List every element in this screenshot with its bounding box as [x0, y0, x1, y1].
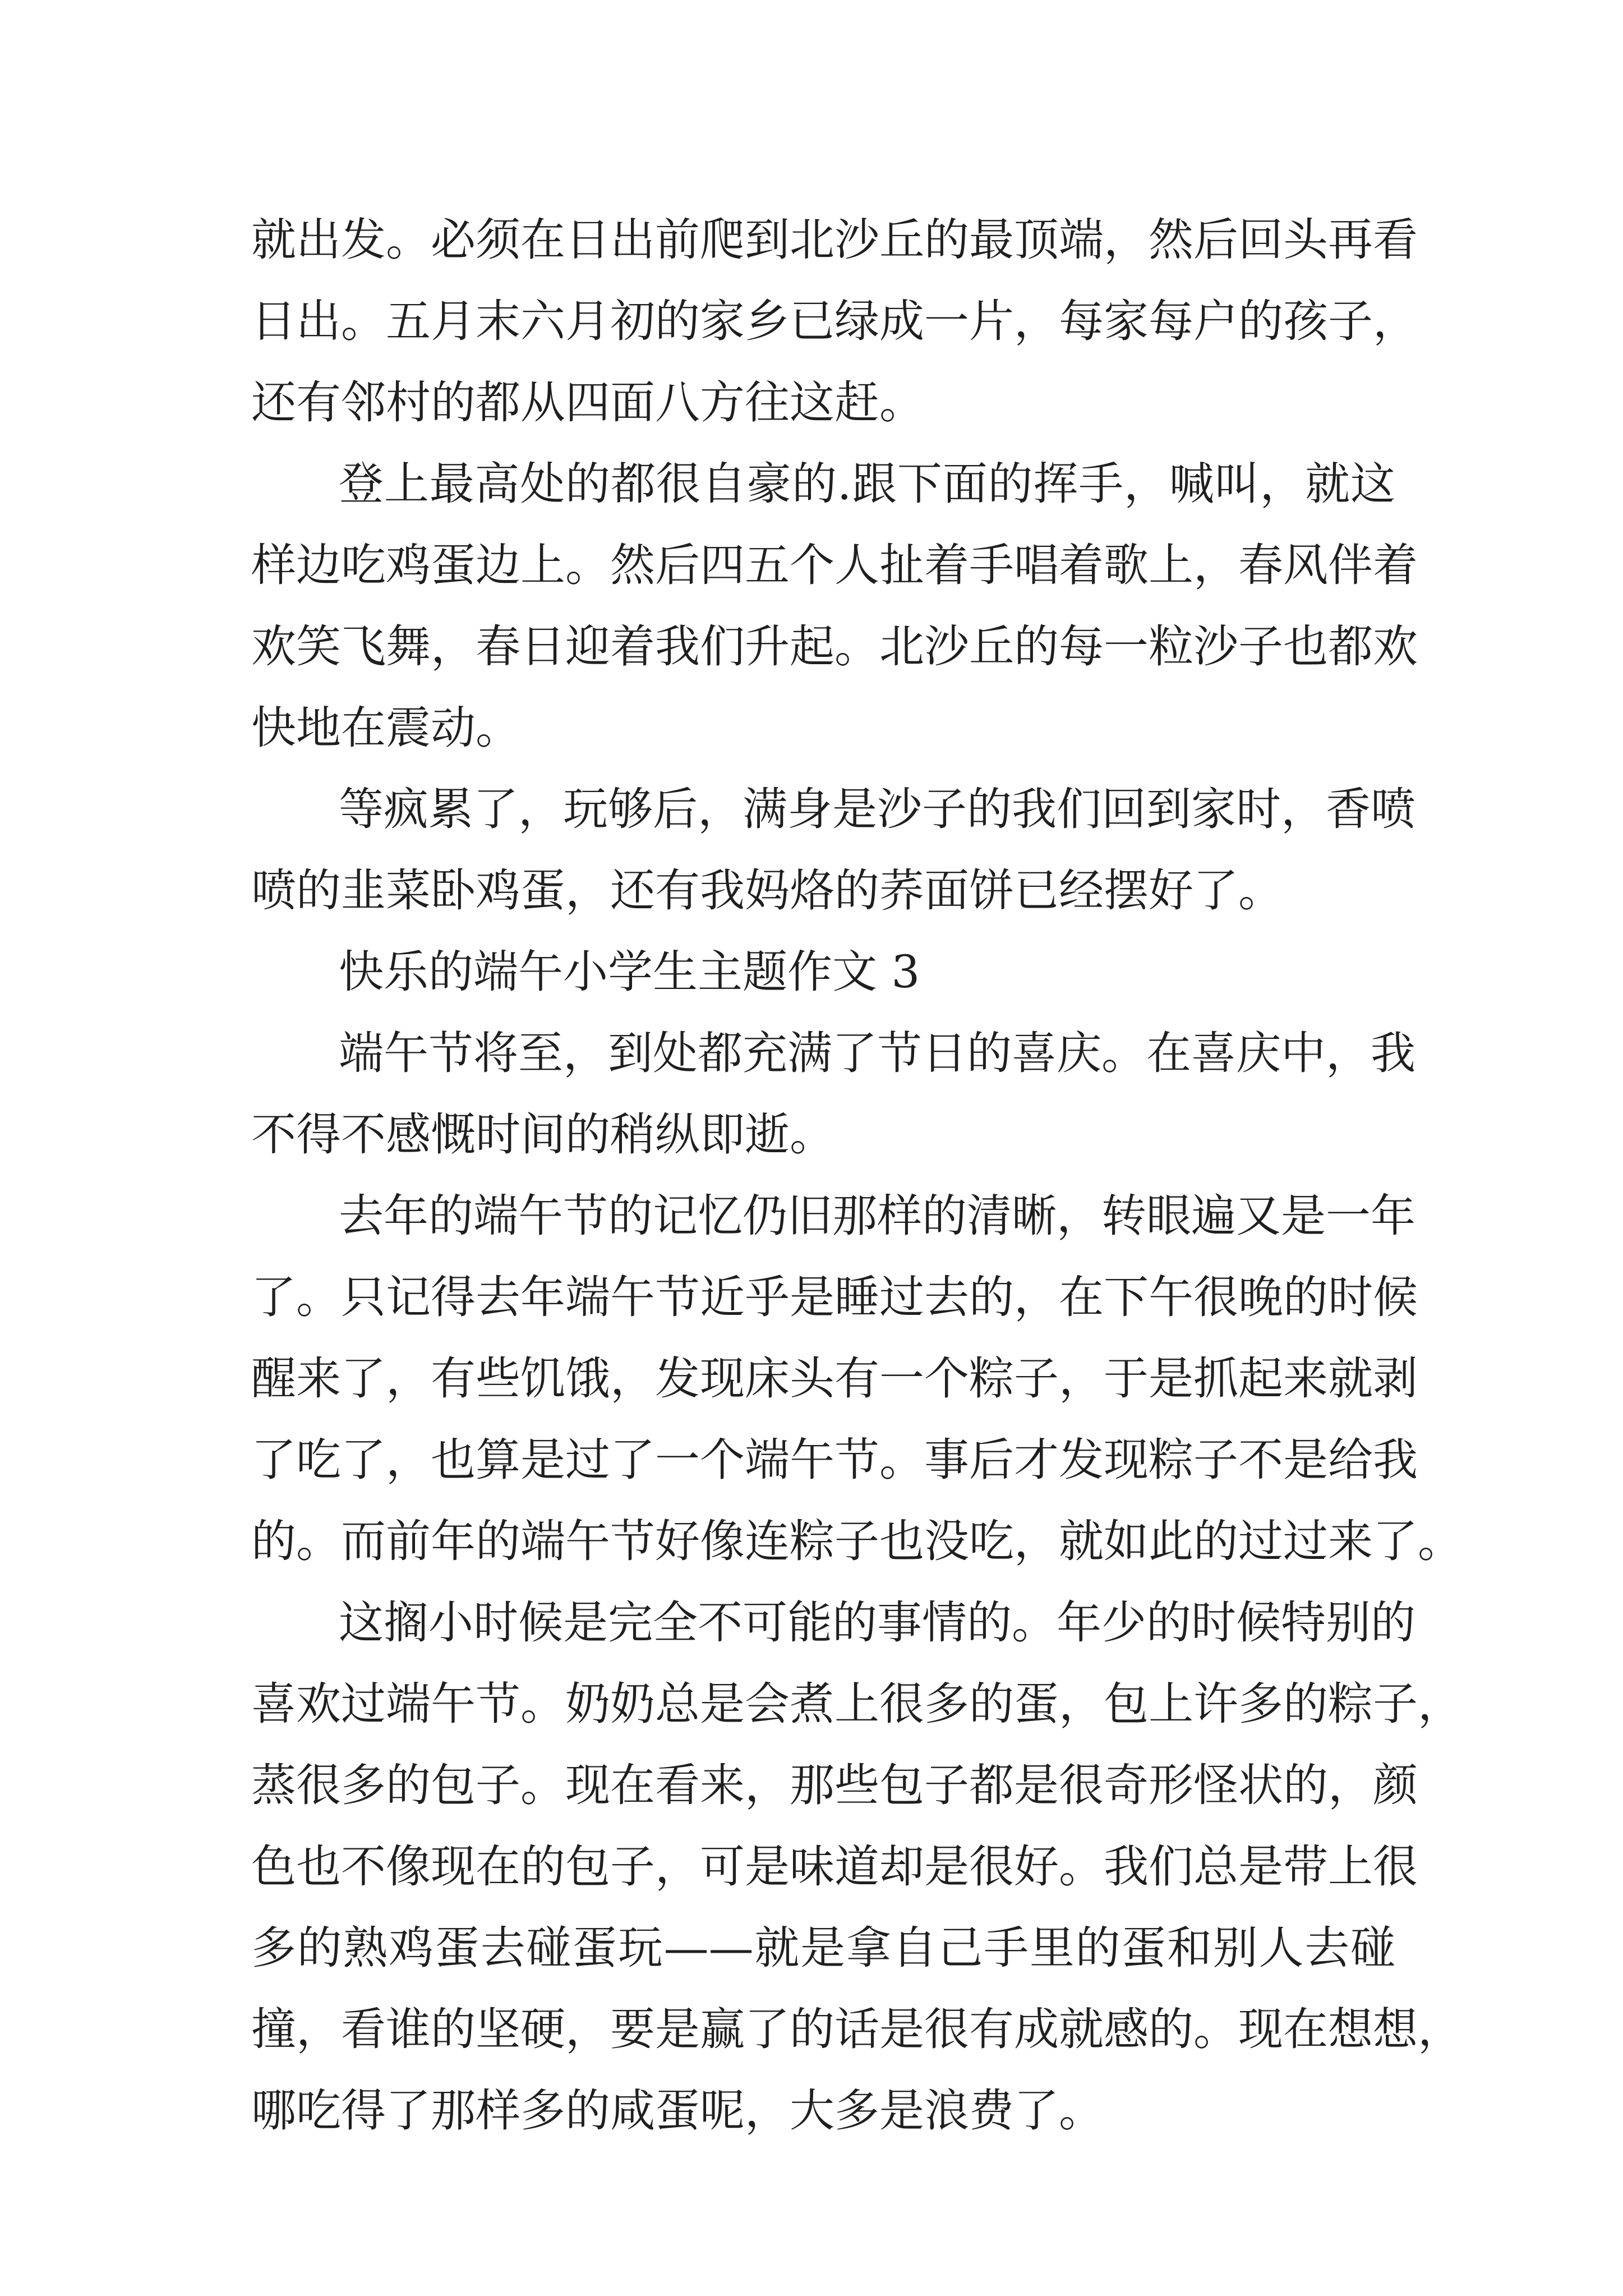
text-line: 了吃了，也算是过了一个端午节。事后才发现粽子不是给我 [251, 1434, 1418, 1486]
text-line: 蒸很多的包子。现在看来，那些包子都是很奇形怪状的，颜 [251, 1759, 1418, 1811]
text-line: 撞，看谁的坚硬，要是赢了的话是很有成就感的。现在想想， [251, 2003, 1463, 2055]
text-line: 就出发。必须在日出前爬到北沙丘的最顶端，然后回头再看 [251, 214, 1418, 266]
text-line: 这搁小时候是完全不可能的事情的。年少的时候特别的 [339, 1596, 1415, 1649]
text-line: 还有邻村的都从四面八方往这赶。 [251, 376, 924, 429]
text-line: 喷的韭菜卧鸡蛋，还有我妈烙的荞面饼已经摆好了。 [251, 864, 1283, 917]
text-line: 多的熟鸡蛋去碰蛋玩——就是拿自己手里的蛋和别人去碰 [251, 1922, 1395, 1974]
text-line: 喜欢过端午节。奶奶总是会煮上很多的蛋，包上许多的粽子， [251, 1678, 1463, 1730]
text-line: 欢笑飞舞，春日迎着我们升起。北沙丘的每一粒沙子也都欢 [251, 620, 1418, 673]
text-line: 样边吃鸡蛋边上。然后四五个人扯着手唱着歌上，春风伴着 [251, 539, 1418, 591]
text-line: 哪吃得了那样多的咸蛋呢，大多是浪费了。 [251, 2085, 1104, 2137]
text-line: 快地在震动。 [251, 702, 520, 754]
text-line: 去年的端午节的记忆仍旧那样的清晰，转眼遍又是一年 [339, 1190, 1415, 1242]
text-line: 端午节将至，到处都充满了节日的喜庆。在喜庆中，我 [339, 1027, 1415, 1079]
text-line: 的。而前年的端午节好像连粽子也没吃，就如此的过过来了。 [251, 1515, 1463, 1567]
text-line: 日出。五月末六月初的家乡已绿成一片，每家每户的孩子， [251, 295, 1418, 347]
document-body [251, 199, 1463, 2151]
text-line: 色也不像现在的包子，可是味道却是很好。我们总是带上很 [251, 1841, 1418, 1893]
text-line: 了。只记得去年端午节近乎是睡过去的，在下午很晚的时候 [251, 1271, 1418, 1323]
section-heading: 快乐的端午小学生主题作文 3 [339, 946, 920, 998]
text-line: 醒来了，有些饥饿，发现床头有一个粽子，于是抓起来就剥 [251, 1352, 1418, 1405]
text-line: 不得不感慨时间的稍纵即逝。 [251, 1108, 834, 1161]
text-line: 登上最高处的都很自豪的.跟下面的挥手，喊叫，就这 [339, 458, 1395, 510]
text-line: 等疯累了，玩够后，满身是沙子的我们回到家时，香喷 [339, 783, 1415, 835]
